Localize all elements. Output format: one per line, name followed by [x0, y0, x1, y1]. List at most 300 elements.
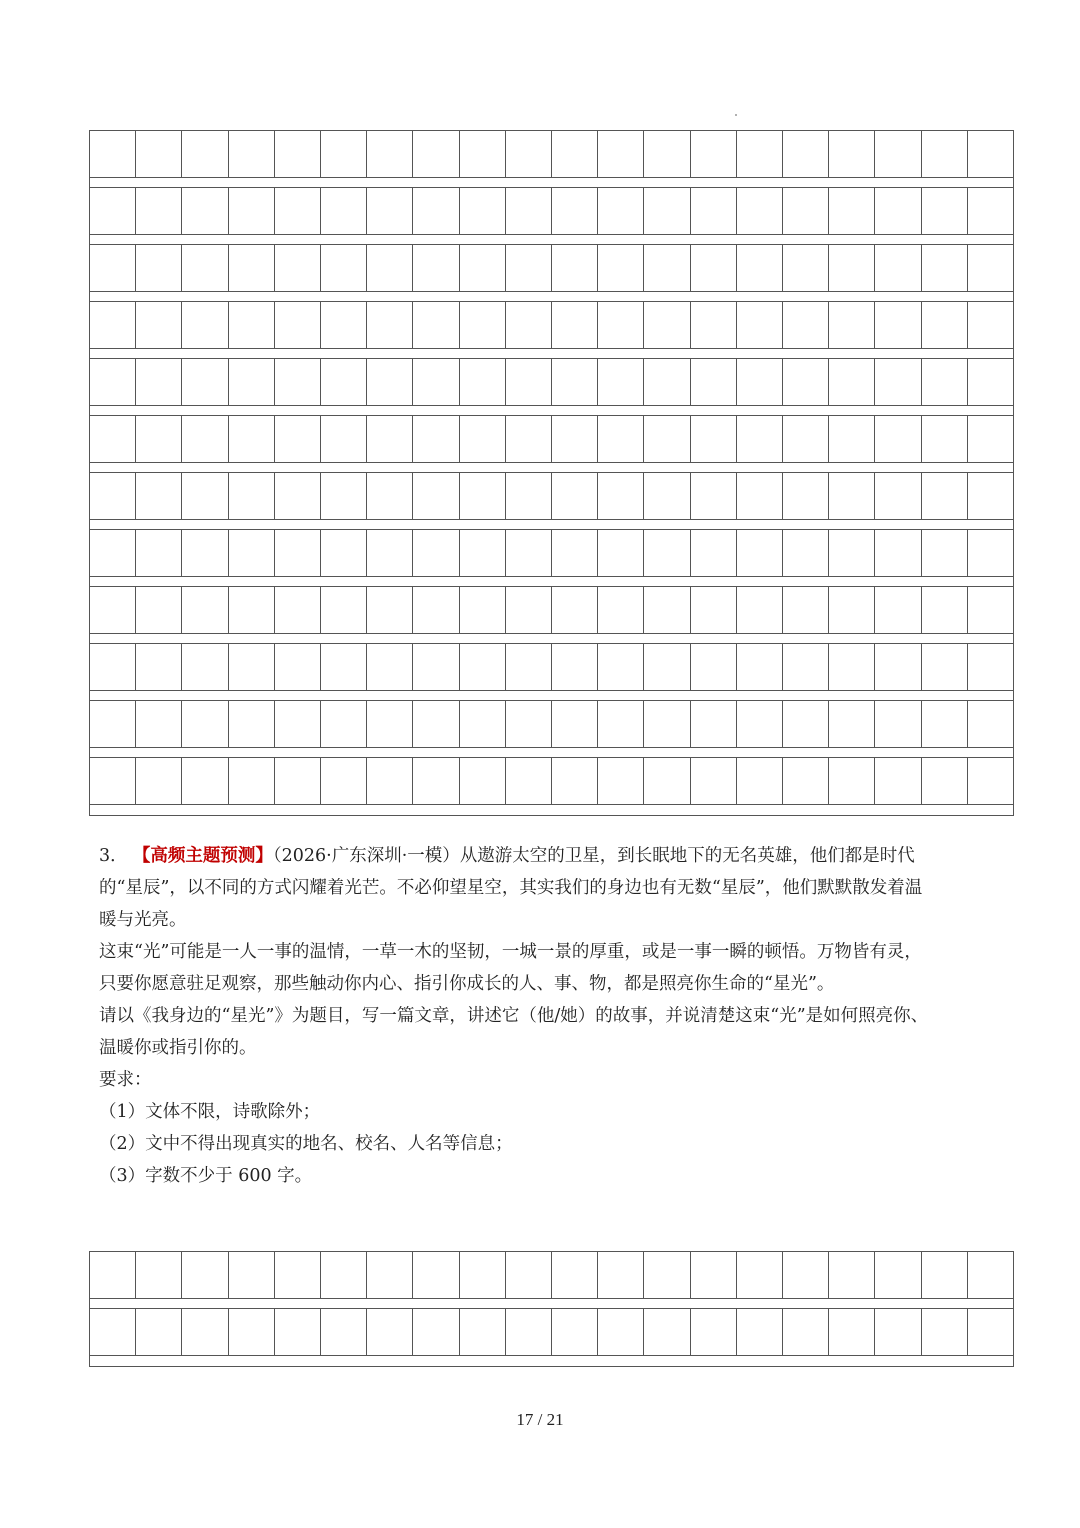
grid-cell[interactable] — [691, 701, 737, 747]
grid-cell[interactable] — [875, 245, 921, 291]
grid-cell[interactable] — [783, 644, 829, 690]
grid-cell[interactable] — [875, 1309, 921, 1355]
grid-cell[interactable] — [783, 131, 829, 177]
grid-cell[interactable] — [968, 302, 1013, 348]
grid-cell[interactable] — [598, 131, 644, 177]
grid-cell[interactable] — [229, 701, 275, 747]
grid-cell[interactable] — [136, 1252, 182, 1298]
grid-cell[interactable] — [460, 131, 506, 177]
grid-cell[interactable] — [691, 473, 737, 519]
grid-cell[interactable] — [182, 1252, 228, 1298]
grid-cell[interactable] — [367, 131, 413, 177]
grid-cell[interactable] — [229, 416, 275, 462]
grid-row — [90, 188, 1013, 245]
grid-cell[interactable] — [136, 587, 182, 633]
grid-cell[interactable] — [968, 587, 1013, 633]
grid-cell[interactable] — [460, 302, 506, 348]
grid-cell[interactable] — [460, 530, 506, 576]
grid-cell[interactable] — [644, 131, 690, 177]
grid-row — [90, 758, 1013, 815]
grid-cell[interactable] — [968, 245, 1013, 291]
grid-cell[interactable] — [552, 245, 598, 291]
grid-cell[interactable] — [136, 530, 182, 576]
grid-cell[interactable] — [321, 587, 367, 633]
grid-cell[interactable] — [737, 644, 783, 690]
grid-cell[interactable] — [506, 701, 552, 747]
grid-cell[interactable] — [691, 530, 737, 576]
grid-cell[interactable] — [552, 758, 598, 804]
grid-cell[interactable] — [737, 758, 783, 804]
grid-cell[interactable] — [691, 245, 737, 291]
grid-cell[interactable] — [136, 1309, 182, 1355]
grid-cell[interactable] — [922, 416, 968, 462]
grid-cell[interactable] — [829, 1309, 875, 1355]
question-text-1: 从遨游太空的卫星，到长眠地下的无名英雄，他们都是时代 — [459, 846, 915, 866]
grid-cell[interactable] — [691, 1309, 737, 1355]
grid-cell[interactable] — [506, 188, 552, 234]
grid-cell[interactable] — [275, 416, 321, 462]
grid-cell[interactable] — [321, 188, 367, 234]
grid-cell[interactable] — [182, 473, 228, 519]
grid-cell[interactable] — [182, 188, 228, 234]
grid-cell[interactable] — [598, 644, 644, 690]
grid-cell[interactable] — [506, 131, 552, 177]
grid-cell[interactable] — [182, 644, 228, 690]
grid-cell[interactable] — [598, 359, 644, 405]
grid-cell[interactable] — [691, 416, 737, 462]
grid-cell[interactable] — [460, 359, 506, 405]
grid-cell[interactable] — [367, 302, 413, 348]
grid-cell[interactable] — [922, 245, 968, 291]
question-line-1 — [99, 840, 994, 872]
grid-cell[interactable] — [829, 758, 875, 804]
grid-cell[interactable] — [367, 188, 413, 234]
grid-cell[interactable] — [829, 587, 875, 633]
writing-grid-top — [89, 130, 1014, 816]
grid-cell[interactable] — [598, 473, 644, 519]
grid-cell[interactable] — [922, 758, 968, 804]
grid-cell[interactable] — [968, 1309, 1013, 1355]
grid-cell[interactable] — [875, 587, 921, 633]
grid-cell[interactable] — [321, 758, 367, 804]
grid-cell[interactable] — [552, 530, 598, 576]
grid-cell[interactable] — [413, 473, 459, 519]
grid-cell[interactable] — [460, 416, 506, 462]
grid-cell[interactable] — [829, 701, 875, 747]
grid-cell[interactable] — [413, 530, 459, 576]
grid-cell[interactable] — [460, 758, 506, 804]
grid-cell[interactable] — [367, 758, 413, 804]
grid-cell[interactable] — [922, 473, 968, 519]
grid-cell[interactable] — [829, 1252, 875, 1298]
grid-cell[interactable] — [460, 701, 506, 747]
grid-cell[interactable] — [460, 1252, 506, 1298]
grid-cell[interactable] — [136, 131, 182, 177]
grid-cell[interactable] — [367, 530, 413, 576]
grid-cell[interactable] — [367, 416, 413, 462]
grid-cell[interactable] — [737, 1309, 783, 1355]
grid-cell[interactable] — [829, 359, 875, 405]
grid-cell[interactable] — [829, 644, 875, 690]
grid-cell[interactable] — [413, 587, 459, 633]
grid-cell[interactable] — [737, 188, 783, 234]
question-3 — [99, 840, 994, 1192]
grid-cell[interactable] — [968, 359, 1013, 405]
grid-cell[interactable] — [737, 131, 783, 177]
grid-cell[interactable] — [644, 188, 690, 234]
grid-cell[interactable] — [321, 359, 367, 405]
grid-row — [90, 302, 1013, 359]
grid-cell[interactable] — [922, 131, 968, 177]
grid-cell[interactable] — [552, 473, 598, 519]
grid-cell[interactable] — [598, 1252, 644, 1298]
grid-cell[interactable] — [552, 587, 598, 633]
grid-cell[interactable] — [321, 245, 367, 291]
grid-cell[interactable] — [90, 131, 136, 177]
grid-cell[interactable] — [922, 302, 968, 348]
grid-cell[interactable] — [275, 473, 321, 519]
grid-cell[interactable] — [367, 473, 413, 519]
grid-cell[interactable] — [829, 416, 875, 462]
grid-cell[interactable] — [598, 758, 644, 804]
grid-cell[interactable] — [598, 701, 644, 747]
grid-cell[interactable] — [413, 758, 459, 804]
grid-cell[interactable] — [691, 644, 737, 690]
grid-cell[interactable] — [552, 131, 598, 177]
paragraph-2-line-1: 这束“光”可能是一人一事的温情，一草一木的坚韧，一城一景的厚重，或是一事一瞬的顿悟。万物皆有灵， — [99, 942, 922, 962]
grid-cell[interactable] — [367, 245, 413, 291]
grid-cell[interactable] — [90, 416, 136, 462]
grid-cell[interactable] — [691, 758, 737, 804]
grid-cell[interactable] — [413, 245, 459, 291]
grid-cell[interactable] — [737, 245, 783, 291]
grid-cell[interactable] — [275, 587, 321, 633]
grid-cell[interactable] — [413, 416, 459, 462]
grid-cell[interactable] — [783, 587, 829, 633]
grid-cell[interactable] — [275, 302, 321, 348]
question-tag: 【高频主题预测】 — [141, 846, 273, 866]
grid-cell[interactable] — [136, 188, 182, 234]
grid-cell[interactable] — [506, 302, 552, 348]
grid-cell[interactable] — [644, 1252, 690, 1298]
grid-cell[interactable] — [413, 644, 459, 690]
grid-cell[interactable] — [552, 359, 598, 405]
grid-cell[interactable] — [783, 188, 829, 234]
grid-cell[interactable] — [275, 701, 321, 747]
grid-cell[interactable] — [275, 644, 321, 690]
grid-cell[interactable] — [90, 473, 136, 519]
grid-cell[interactable] — [321, 302, 367, 348]
grid-cell[interactable] — [460, 473, 506, 519]
grid-cell[interactable] — [506, 245, 552, 291]
grid-cell[interactable] — [367, 701, 413, 747]
grid-cell[interactable] — [136, 701, 182, 747]
grid-cell[interactable] — [506, 644, 552, 690]
grid-cell[interactable] — [460, 245, 506, 291]
grid-cell[interactable] — [182, 530, 228, 576]
grid-row — [90, 644, 1013, 701]
grid-cell[interactable] — [506, 416, 552, 462]
grid-cell[interactable] — [321, 644, 367, 690]
paragraph-3-line-2: 温暖你或指引你的。 — [99, 1038, 257, 1058]
grid-cell[interactable] — [229, 587, 275, 633]
grid-cell[interactable] — [552, 1309, 598, 1355]
grid-cell[interactable] — [90, 1252, 136, 1298]
grid-cell[interactable] — [875, 758, 921, 804]
question-source: （2026·广东深圳·一模） — [272, 846, 460, 866]
grid-cell[interactable] — [90, 587, 136, 633]
grid-cell[interactable] — [598, 1309, 644, 1355]
grid-cell[interactable] — [875, 416, 921, 462]
grid-cell[interactable] — [182, 245, 228, 291]
grid-cell[interactable] — [783, 416, 829, 462]
grid-cell[interactable] — [413, 302, 459, 348]
grid-cell[interactable] — [182, 416, 228, 462]
grid-cell[interactable] — [136, 473, 182, 519]
grid-cell[interactable] — [275, 245, 321, 291]
grid-cell[interactable] — [413, 359, 459, 405]
grid-cell[interactable] — [275, 530, 321, 576]
grid-cell[interactable] — [875, 644, 921, 690]
grid-cell[interactable] — [229, 302, 275, 348]
grid-cell[interactable] — [829, 245, 875, 291]
grid-cell[interactable] — [644, 302, 690, 348]
grid-cell[interactable] — [367, 587, 413, 633]
grid-cell[interactable] — [922, 701, 968, 747]
grid-cell[interactable] — [136, 359, 182, 405]
grid-cell[interactable] — [413, 131, 459, 177]
grid-cell[interactable] — [737, 359, 783, 405]
grid-cell[interactable] — [229, 245, 275, 291]
grid-cell[interactable] — [644, 473, 690, 519]
grid-cell[interactable] — [229, 359, 275, 405]
grid-cell[interactable] — [460, 188, 506, 234]
grid-cell[interactable] — [136, 416, 182, 462]
grid-cell[interactable] — [968, 758, 1013, 804]
grid-cell[interactable] — [783, 245, 829, 291]
grid-cell[interactable] — [413, 188, 459, 234]
grid-cell[interactable] — [644, 644, 690, 690]
grid-row — [90, 416, 1013, 473]
grid-cell[interactable] — [506, 1309, 552, 1355]
grid-cell[interactable] — [90, 359, 136, 405]
grid-cell[interactable] — [229, 1252, 275, 1298]
grid-cell[interactable] — [598, 587, 644, 633]
grid-cell[interactable] — [922, 644, 968, 690]
grid-cell[interactable] — [367, 359, 413, 405]
grid-cell[interactable] — [460, 1309, 506, 1355]
grid-cell[interactable] — [691, 188, 737, 234]
grid-cell[interactable] — [275, 359, 321, 405]
grid-cell[interactable] — [321, 530, 367, 576]
grid-cell[interactable] — [875, 473, 921, 519]
grid-cell[interactable] — [136, 758, 182, 804]
grid-cell[interactable] — [783, 473, 829, 519]
grid-cell[interactable] — [321, 131, 367, 177]
grid-cell[interactable] — [90, 1309, 136, 1355]
grid-cell[interactable] — [90, 758, 136, 804]
grid-cell[interactable] — [691, 302, 737, 348]
grid-cell[interactable] — [829, 473, 875, 519]
paragraph-2-line-2: 只要你愿意驻足观察，那些触动你内心、指引你成长的人、事、物，都是照亮你生命的“星光”。 — [99, 974, 835, 994]
grid-row — [90, 1309, 1013, 1366]
grid-cell[interactable] — [875, 359, 921, 405]
grid-cell[interactable] — [229, 758, 275, 804]
grid-cell[interactable] — [644, 416, 690, 462]
grid-cell[interactable] — [922, 1252, 968, 1298]
page-number: 17 / 21 — [516, 1410, 564, 1429]
grid-cell[interactable] — [783, 302, 829, 348]
grid-cell[interactable] — [229, 131, 275, 177]
grid-cell[interactable] — [968, 188, 1013, 234]
grid-cell[interactable] — [783, 758, 829, 804]
grid-cell[interactable] — [644, 359, 690, 405]
grid-cell[interactable] — [182, 701, 228, 747]
grid-cell[interactable] — [968, 473, 1013, 519]
grid-cell[interactable] — [922, 1309, 968, 1355]
grid-cell[interactable] — [321, 473, 367, 519]
grid-cell[interactable] — [598, 188, 644, 234]
grid-cell[interactable] — [783, 1309, 829, 1355]
grid-cell[interactable] — [922, 587, 968, 633]
grid-cell[interactable] — [506, 359, 552, 405]
grid-cell[interactable] — [413, 1309, 459, 1355]
grid-cell[interactable] — [506, 758, 552, 804]
grid-cell[interactable] — [413, 1252, 459, 1298]
grid-cell[interactable] — [968, 530, 1013, 576]
grid-cell[interactable] — [182, 587, 228, 633]
grid-cell[interactable] — [691, 131, 737, 177]
grid-cell[interactable] — [275, 1309, 321, 1355]
grid-cell[interactable] — [922, 530, 968, 576]
grid-cell[interactable] — [968, 701, 1013, 747]
grid-cell[interactable] — [552, 701, 598, 747]
grid-cell[interactable] — [783, 1252, 829, 1298]
grid-cell[interactable] — [691, 587, 737, 633]
grid-cell[interactable] — [691, 359, 737, 405]
grid-cell[interactable] — [506, 587, 552, 633]
grid-cell[interactable] — [829, 188, 875, 234]
grid-cell[interactable] — [875, 530, 921, 576]
grid-cell[interactable] — [136, 302, 182, 348]
grid-cell[interactable] — [783, 530, 829, 576]
grid-cell[interactable] — [182, 359, 228, 405]
grid-cell[interactable] — [737, 416, 783, 462]
grid-cell[interactable] — [552, 644, 598, 690]
grid-cell[interactable] — [922, 188, 968, 234]
grid-cell[interactable] — [229, 188, 275, 234]
grid-cell[interactable] — [552, 188, 598, 234]
grid-cell[interactable] — [875, 188, 921, 234]
grid-cell[interactable] — [644, 701, 690, 747]
grid-cell[interactable] — [968, 416, 1013, 462]
grid-cell[interactable] — [90, 245, 136, 291]
grid-cell[interactable] — [229, 473, 275, 519]
grid-cell[interactable] — [552, 1252, 598, 1298]
grid-cell[interactable] — [413, 701, 459, 747]
grid-cell[interactable] — [552, 416, 598, 462]
grid-cell[interactable] — [829, 302, 875, 348]
grid-cell[interactable] — [737, 473, 783, 519]
grid-cell[interactable] — [460, 644, 506, 690]
grid-cell[interactable] — [229, 1309, 275, 1355]
grid-cell[interactable] — [182, 1309, 228, 1355]
grid-cell[interactable] — [460, 587, 506, 633]
grid-cell[interactable] — [644, 245, 690, 291]
grid-cell[interactable] — [598, 530, 644, 576]
grid-row — [90, 530, 1013, 587]
grid-cell[interactable] — [275, 758, 321, 804]
grid-cell[interactable] — [90, 302, 136, 348]
grid-cell[interactable] — [275, 131, 321, 177]
grid-cell[interactable] — [644, 530, 690, 576]
grid-cell[interactable] — [829, 530, 875, 576]
grid-cell[interactable] — [321, 701, 367, 747]
grid-cell[interactable] — [598, 245, 644, 291]
grid-cell[interactable] — [275, 1252, 321, 1298]
question-number: 3． — [99, 846, 128, 866]
grid-cell[interactable] — [321, 1309, 367, 1355]
grid-cell[interactable] — [875, 1252, 921, 1298]
grid-cell[interactable] — [229, 644, 275, 690]
grid-row — [90, 1252, 1013, 1309]
grid-cell[interactable] — [367, 644, 413, 690]
grid-cell[interactable] — [968, 131, 1013, 177]
grid-cell[interactable] — [90, 644, 136, 690]
grid-row — [90, 473, 1013, 530]
grid-cell[interactable] — [136, 245, 182, 291]
grid-cell[interactable] — [875, 302, 921, 348]
grid-cell[interactable] — [367, 1309, 413, 1355]
grid-cell[interactable] — [875, 701, 921, 747]
grid-cell[interactable] — [598, 302, 644, 348]
grid-cell[interactable] — [737, 701, 783, 747]
grid-cell[interactable] — [182, 758, 228, 804]
grid-cell[interactable] — [506, 530, 552, 576]
grid-cell[interactable] — [598, 416, 644, 462]
grid-cell[interactable] — [229, 530, 275, 576]
grid-cell[interactable] — [968, 1252, 1013, 1298]
grid-cell[interactable] — [968, 644, 1013, 690]
grid-cell[interactable] — [691, 1252, 737, 1298]
grid-cell[interactable] — [829, 131, 875, 177]
grid-cell[interactable] — [783, 359, 829, 405]
grid-cell[interactable] — [922, 359, 968, 405]
grid-cell[interactable] — [506, 1252, 552, 1298]
grid-cell[interactable] — [783, 701, 829, 747]
grid-cell[interactable] — [737, 587, 783, 633]
grid-cell[interactable] — [90, 188, 136, 234]
grid-cell[interactable] — [136, 644, 182, 690]
grid-cell[interactable] — [321, 416, 367, 462]
grid-cell[interactable] — [321, 1252, 367, 1298]
grid-cell[interactable] — [737, 530, 783, 576]
grid-cell[interactable] — [737, 302, 783, 348]
grid-cell[interactable] — [275, 188, 321, 234]
grid-cell[interactable] — [90, 530, 136, 576]
grid-cell[interactable] — [644, 587, 690, 633]
grid-cell[interactable] — [182, 302, 228, 348]
grid-cell[interactable] — [367, 1252, 413, 1298]
grid-cell[interactable] — [644, 1309, 690, 1355]
grid-cell[interactable] — [506, 473, 552, 519]
grid-cell[interactable] — [875, 131, 921, 177]
grid-cell[interactable] — [644, 758, 690, 804]
grid-cell[interactable] — [552, 302, 598, 348]
grid-cell[interactable] — [737, 1252, 783, 1298]
grid-cell[interactable] — [90, 701, 136, 747]
grid-cell[interactable] — [182, 131, 228, 177]
